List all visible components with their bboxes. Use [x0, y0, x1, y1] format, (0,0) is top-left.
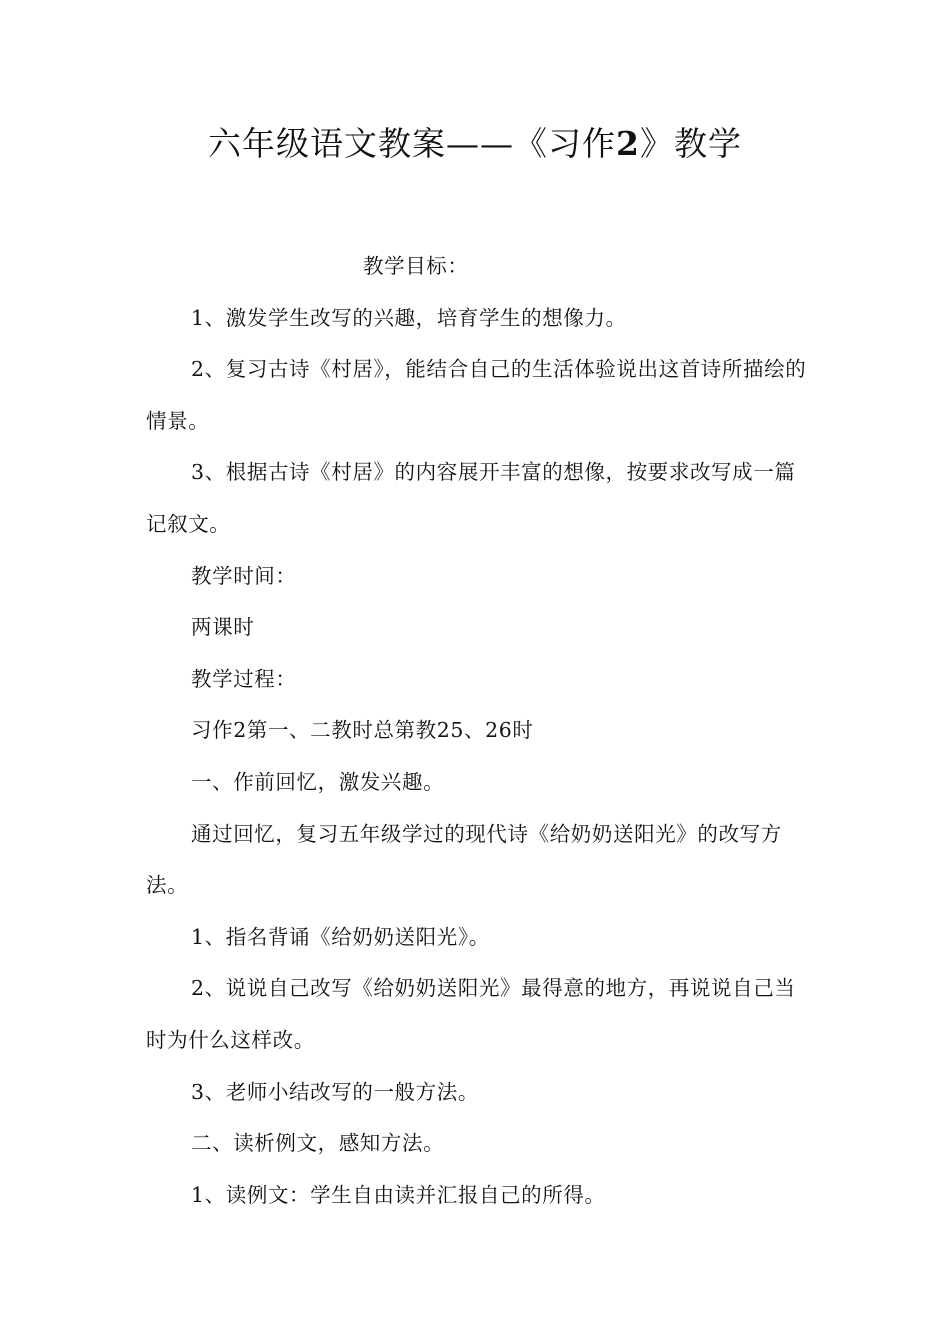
- section-heading-teaching-goals: 教学目标：: [363, 254, 469, 278]
- document-title: [0, 118, 950, 170]
- title-suffix: 》教学: [639, 124, 742, 163]
- paragraph: 习作2第一、二教时总第教25、26时: [191, 718, 534, 743]
- paragraph: 2、复习古诗《村居》，能结合自己的生活体验说出这首诗所描绘的情景。: [146, 357, 807, 433]
- paragraph: 1、激发学生改写的兴趣，培育学生的想像力。: [191, 305, 627, 330]
- paragraph: 通过回忆，复习五年级学过的现代诗《给奶奶送阳光》的改写方法。: [146, 821, 782, 898]
- paragraph: 两课时: [191, 615, 255, 640]
- paragraph: 一、作前回忆，激发兴趣。: [191, 769, 445, 794]
- paragraph: 3、根据古诗《村居》的内容展开丰富的想像，按要求改写成一篇记叙文。: [146, 460, 796, 536]
- section-heading-teaching-process: 教学过程：: [191, 666, 297, 691]
- paragraph: 2、说说自己改写《给奶奶送阳光》最得意的地方，再说说自己当时为什么这样改。: [146, 976, 796, 1052]
- paragraph: 3、老师小结改写的一般方法。: [191, 1079, 479, 1104]
- paragraph: 1、读例文：学生自由读并汇报自己的所得。: [191, 1182, 606, 1207]
- title-prefix: 六年级语文教案——《习作: [208, 124, 617, 163]
- section-heading-teaching-time: 教学时间：: [191, 563, 297, 588]
- document-body: [146, 241, 808, 1221]
- title-number: 2: [616, 124, 640, 163]
- paragraph: 二、读析例文，感知方法。: [191, 1131, 445, 1156]
- paragraph: 1、指名背诵《给奶奶送阳光》。: [191, 924, 490, 949]
